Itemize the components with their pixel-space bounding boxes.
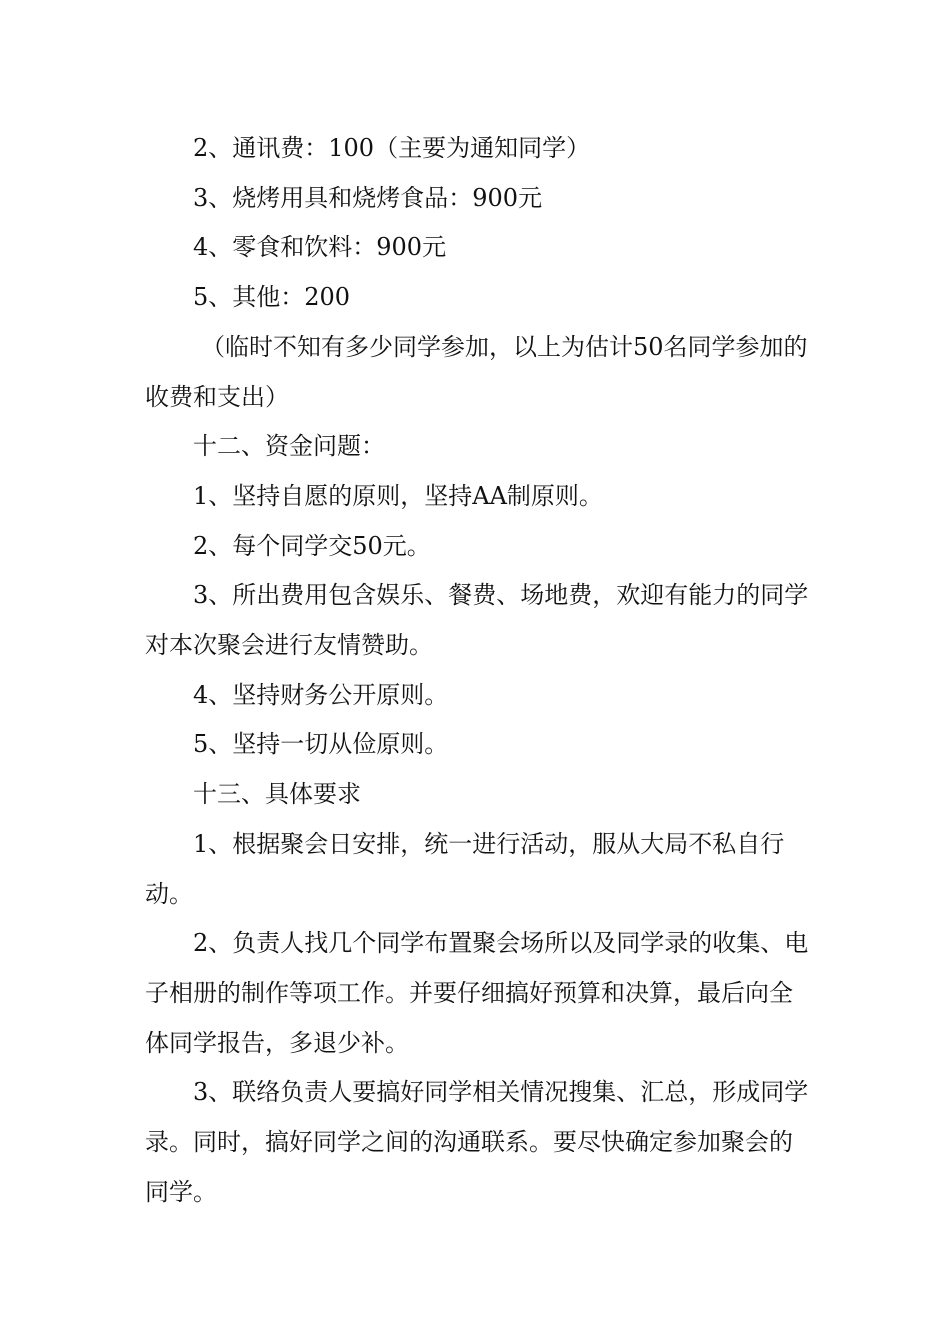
funding-item-5: 5、坚持一切从俭原则。 [193, 730, 449, 759]
item-snacks-fee: 4、零食和饮料：900元 [193, 233, 447, 262]
funding-item-3: 3、所出费用包含娱乐、餐费、场地费，欢迎有能力的同学对本次聚会进行友情赞助。 [145, 581, 809, 660]
funding-item-2: 2、每个同学交50元。 [193, 531, 431, 560]
section-heading-funding: 十二、资金问题： [193, 432, 385, 461]
document-body [145, 124, 810, 1217]
estimate-note: （临时不知有多少同学参加，以上为估计50名同学参加的收费和支出） [145, 332, 808, 411]
requirement-item-1: 1、根据聚会日安排，统一进行活动，服从大局不私自行动。 [145, 829, 785, 908]
section-heading-requirements: 十三、具体要求 [193, 780, 361, 809]
requirement-item-3: 3、联络负责人要搞好同学相关情况搜集、汇总，形成同学录。同时，搞好同学之间的沟通联系。要尽快确定参加聚会的同学。 [145, 1078, 809, 1206]
requirement-item-2: 2、负责人找几个同学布置聚会场所以及同学录的收集、电子相册的制作等项工作。并要仔细搞好预算和决算，最后向全体同学报告，多退少补。 [145, 929, 809, 1057]
item-communication-fee: 2、通讯费：100（主要为通知同学） [193, 134, 591, 162]
item-other-fee: 5、其他：200 [193, 283, 351, 312]
funding-item-1: 1、坚持自愿的原则，坚持AA制原则。 [193, 481, 603, 510]
funding-item-4: 4、坚持财务公开原则。 [193, 680, 449, 709]
item-bbq-fee: 3、烧烤用具和烧烤食品：900元 [193, 183, 543, 212]
